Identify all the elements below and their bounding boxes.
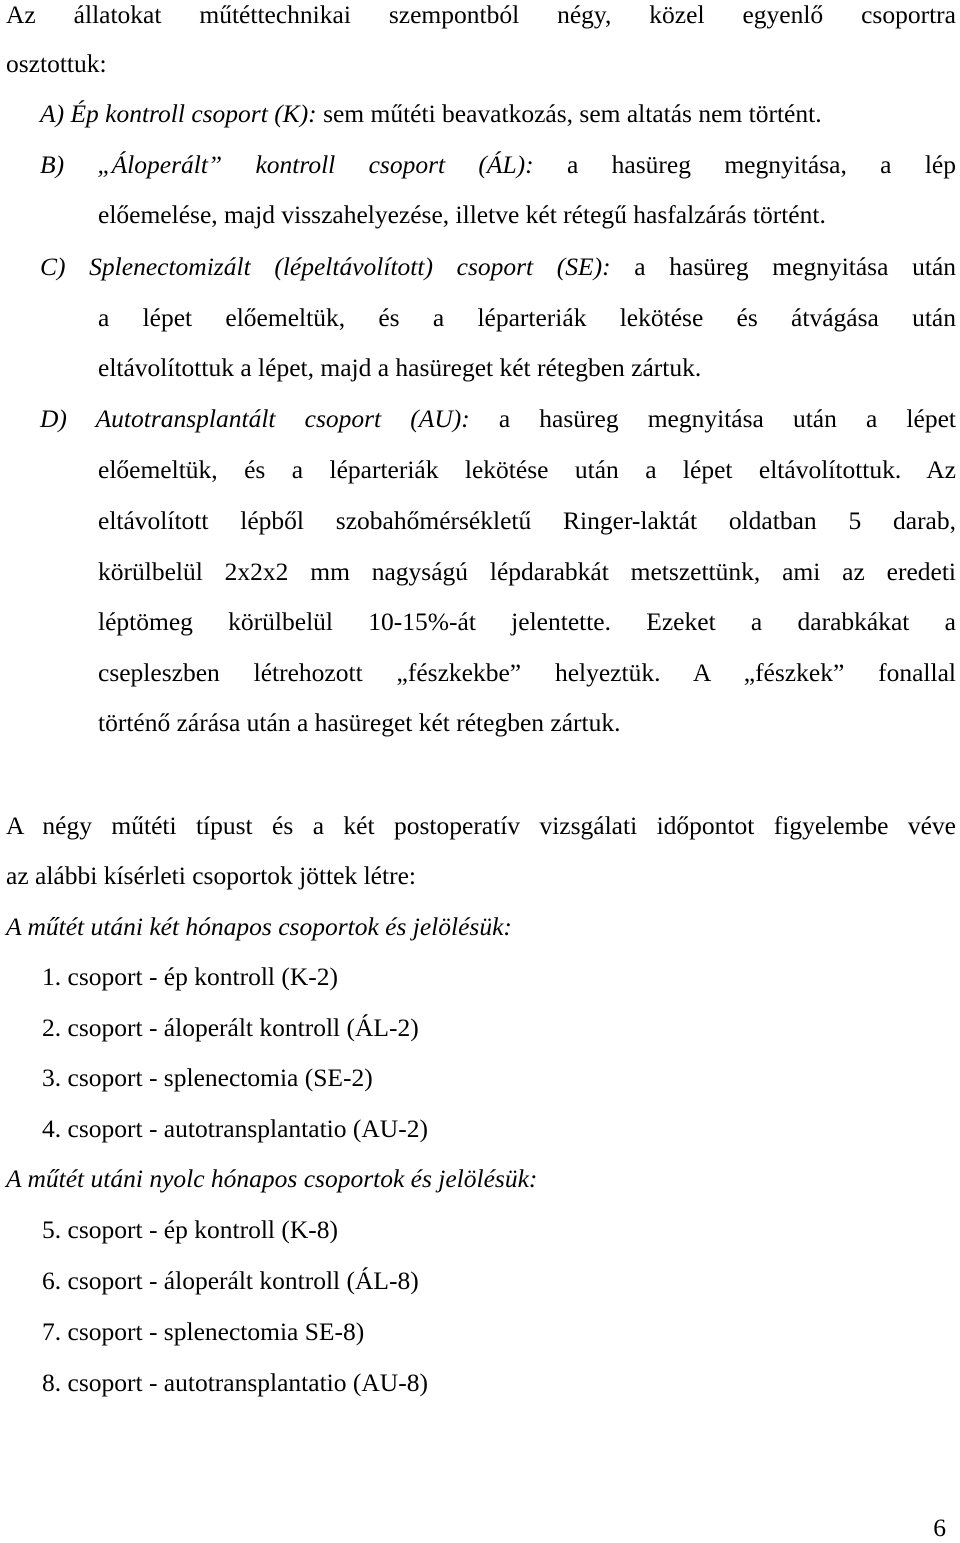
group-d-line-4: körülbelül 2x2x2 mm nagyságú lépdarabkát metszettünk, ami az eredeti [98,557,956,586]
group-b-text-1: a hasüreg megnyitása, a lép [533,150,956,179]
group-d-line-5: léptömeg körülbelül 10-15%-át jelentette. Ezeket a darabkákat a [98,607,956,636]
group-c-line-2: a lépet előemeltük, és a léparteriák lekötése és átvágása után [98,303,956,332]
page-number: 6 [933,1513,946,1542]
intro-line-2: osztottuk: [6,49,107,78]
group-d-label: D) Autotransplantált csoport (AU): [40,404,470,433]
two-month-heading: A műtét utáni két hónapos csoportok és jelölésük: [6,912,512,941]
group-c-text-1: a hasüreg megnyitása után [610,252,957,281]
list-item: 8. csoport - autotransplantatio (AU-8) [42,1368,428,1397]
group-b-line-1 [40,150,956,180]
group-d-line-1 [40,404,956,434]
group-d-line-6: csepleszben létrehozott „fészkekbe” helyeztük. A „fészkek” fonallal [98,658,956,687]
intro-line-1: Az állatokat műtéttechnikai szempontból négy, közel egyenlő csoportra [6,0,956,29]
list-item: 4. csoport - autotransplantatio (AU-2) [42,1114,428,1143]
group-c-line-1 [40,252,956,282]
group-d-text-1: a hasüreg megnyitása után a lépet [469,404,956,433]
summary-line-2: az alábbi kísérleti csoportok jöttek létre: [6,861,416,890]
list-item: 1. csoport - ép kontroll (K-2) [42,962,339,991]
group-d-line-2: előemeltük, és a léparteriák lekötése után a lépet eltávolítottuk. Az [98,455,956,484]
group-c-label: C) Splenectomizált (lépeltávolított) csoport (SE): [40,252,611,281]
group-b-line-2: előemelése, majd visszahelyezése, illetve két rétegű hasfalzárás történt. [98,200,826,229]
list-item: 6. csoport - áloperált kontroll (ÁL-8) [42,1266,419,1295]
eight-month-heading: A műtét utáni nyolc hónapos csoportok és jelölésük: [6,1164,538,1193]
list-item: 2. csoport - áloperált kontroll (ÁL-2) [42,1013,419,1042]
list-item: 7. csoport - splenectomia SE-8) [42,1317,365,1346]
group-a-label: A) Ép kontroll csoport (K): [40,99,317,128]
list-item: 5. csoport - ép kontroll (K-8) [42,1215,339,1244]
list-item: 3. csoport - splenectomia (SE-2) [42,1063,373,1092]
group-c-line-3: eltávolítottuk a lépet, majd a hasüreget két rétegben zártuk. [98,353,702,382]
group-a-line [40,99,822,129]
group-d-line-3: eltávolított lépből szobahőmérsékletű Ringer-laktát oldatban 5 darab, [98,506,956,535]
summary-line-1: A négy műtéti típust és a két postoperatív vizsgálati időpontot figyelembe véve [6,811,956,840]
group-d-line-7: történő zárása után a hasüreget két rétegben zártuk. [98,708,621,737]
group-b-label: B) „Áloperált” kontroll csoport (ÁL): [40,150,534,179]
group-a-text: sem műtéti beavatkozás, sem altatás nem történt. [316,99,822,128]
